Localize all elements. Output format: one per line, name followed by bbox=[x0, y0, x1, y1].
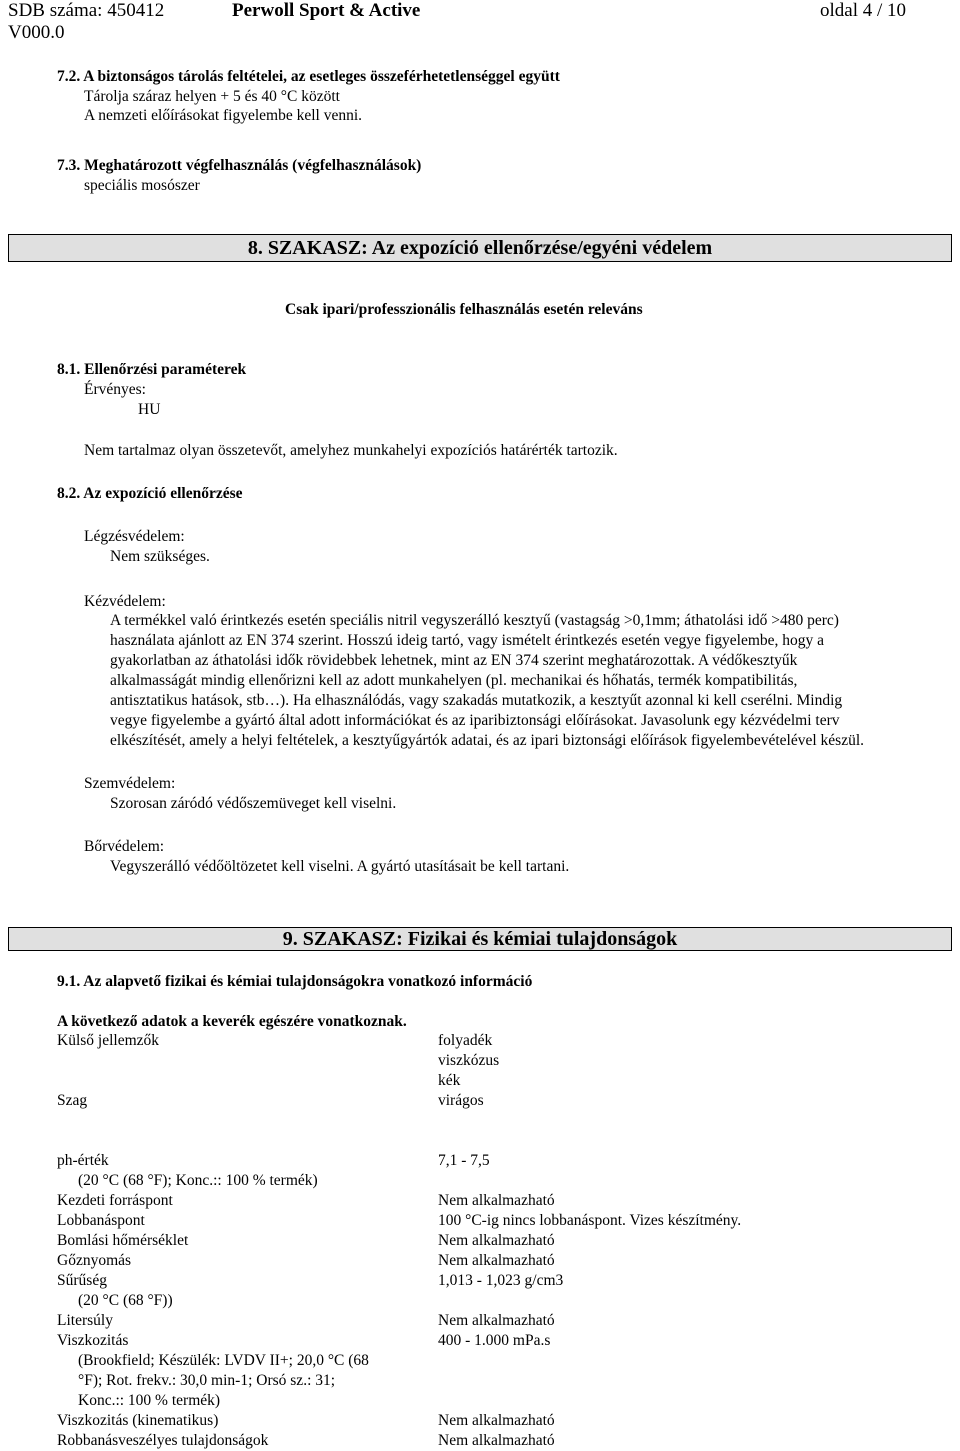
storage-regulations: A nemzeti előírásokat figyelembe kell venni. bbox=[84, 107, 363, 124]
product-name: Perwoll Sport & Active bbox=[232, 0, 421, 21]
respiratory-label: Légzésvédelem: bbox=[84, 528, 185, 545]
property-label: Sűrűség bbox=[57, 1272, 107, 1289]
property-value: 100 °C-ig nincs lobbanáspont. Vizes készítmény. bbox=[438, 1212, 742, 1229]
section-7-3-title: 7.3. Meghatározott végfelhasználás (végfelhasználások) bbox=[57, 157, 422, 174]
skin-protection-label: Bőrvédelem: bbox=[84, 838, 165, 855]
hand-protection-label: Kézvédelem: bbox=[84, 593, 166, 610]
hand-protection-text bbox=[110, 611, 955, 751]
skin-protection-value: Vegyszerálló védőöltözetet kell viselni. A gyártó utasításait be kell tartani. bbox=[110, 858, 570, 875]
property-label: Bomlási hőmérséklet bbox=[57, 1232, 189, 1249]
hand-line: gyakorlatban az áthatolási idők rövidebbek lehetnek, mint az EN 374 szerint meghatározottak. A védőkesztyűk bbox=[110, 652, 798, 669]
section-8-subtitle: Csak ipari/professzionális felhasználás esetén releváns bbox=[285, 301, 643, 318]
property-value: kék bbox=[438, 1072, 461, 1089]
property-label: (Brookfield; Készülék: LVDV II+; 20,0 °C (68 bbox=[78, 1352, 369, 1369]
valid-label: Érvényes: bbox=[84, 381, 146, 398]
section-9-1-title: 9.1. Az alapvető fizikai és kémiai tulajdonságokra vonatkozó információ bbox=[57, 973, 533, 990]
property-label: Külső jellemzők bbox=[57, 1032, 160, 1049]
property-label: Litersúly bbox=[57, 1312, 113, 1329]
hand-line: A termékkel való érintkezés esetén speciális nitril vegyszerálló kesztyű (vastagság >0,1mm; áthatolási idő >480 perc) bbox=[110, 612, 839, 629]
eye-protection-label: Szemvédelem: bbox=[84, 775, 176, 792]
hand-line: alkalmasságát mindig ellenőrizni kell az adott munkahelyen (pl. mechanikai és hőhatás, termék kompatibilitás, bbox=[110, 672, 798, 689]
property-label: Lobbanáspont bbox=[57, 1212, 145, 1229]
section-8-banner: 8. SZAKASZ: Az expozíció ellenőrzése/egyéni védelem bbox=[8, 234, 952, 262]
property-value: Nem alkalmazható bbox=[438, 1232, 555, 1249]
property-label: Szag bbox=[57, 1092, 88, 1109]
section-8-1-title: 8.1. Ellenőrzési paraméterek bbox=[57, 361, 247, 378]
eye-protection-value: Szorosan záródó védőszemüveget kell viselni. bbox=[110, 795, 397, 812]
hand-line: vegye figyelembe a gyártó által adott információkat és az iparibiztonsági előírásokat. Javasolunk egy kézvédelmi terv bbox=[110, 712, 840, 729]
page-number: oldal 4 / 10 bbox=[820, 0, 907, 21]
valid-country: HU bbox=[138, 401, 161, 418]
no-exposure-limit: Nem tartalmaz olyan összetevőt, amelyhez munkahelyi expozíciós határérték tartozik. bbox=[84, 442, 618, 459]
property-label: ph-érték bbox=[57, 1152, 109, 1169]
hand-line: használata ajánlott az EN 374 szerint. Hosszú ideig tartó, vagy ismételt érintkezés esetén vegye figyelembe, hogy a bbox=[110, 632, 825, 649]
property-value: Nem alkalmazható bbox=[438, 1252, 555, 1269]
property-label: Viszkozitás bbox=[57, 1332, 129, 1349]
hand-line: elkészítését, amely a helyi feltételek, a kesztyűgyártók adatai, és az ipari biztonsági előírások figyelembevételével készül. bbox=[110, 732, 865, 749]
property-label: Gőznyomás bbox=[57, 1252, 132, 1269]
property-label: Viszkozitás (kinematikus) bbox=[57, 1412, 219, 1429]
property-value: Nem alkalmazható bbox=[438, 1192, 555, 1209]
sdb-number: SDB száma: 450412 bbox=[8, 0, 165, 21]
section-8-2-title: 8.2. Az expozíció ellenőrzése bbox=[57, 485, 243, 502]
property-value: folyadék bbox=[438, 1032, 493, 1049]
hand-line: antisztatikus hatások, stb…). Ha elhasználódás, vagy szakadás mutatkozik, a kesztyűt azonnal ki kell cserélni. Mindig bbox=[110, 692, 843, 709]
property-label: Konc.:: 100 % termék) bbox=[78, 1392, 221, 1409]
property-label: (20 °C (68 °F)) bbox=[78, 1292, 173, 1309]
data-intro: A következő adatok a keverék egészére vonatkoznak. bbox=[57, 1013, 407, 1030]
property-value: virágos bbox=[438, 1092, 484, 1109]
property-value: viszkózus bbox=[438, 1052, 500, 1069]
property-value: 1,013 - 1,023 g/cm3 bbox=[438, 1272, 564, 1289]
property-label: °F); Rot. frekv.: 30,0 min-1; Orsó sz.: 31; bbox=[78, 1372, 336, 1389]
property-value: 7,1 - 7,5 bbox=[438, 1152, 490, 1169]
property-value: Nem alkalmazható bbox=[438, 1432, 555, 1449]
property-value: Nem alkalmazható bbox=[438, 1312, 555, 1329]
property-label: Robbanásveszélyes tulajdonságok bbox=[57, 1432, 269, 1449]
end-use: speciális mosószer bbox=[84, 177, 200, 194]
property-label: Kezdeti forráspont bbox=[57, 1192, 173, 1209]
property-label: (20 °C (68 °F); Konc.:: 100 % termék) bbox=[78, 1172, 318, 1189]
version: V000.0 bbox=[8, 22, 65, 43]
property-value: Nem alkalmazható bbox=[438, 1412, 555, 1429]
storage-temp: Tárolja száraz helyen + 5 és 40 °C között bbox=[84, 88, 340, 105]
section-7-2-title: 7.2. A biztonságos tárolás feltételei, az esetleges összeférhetetlenséggel együtt bbox=[57, 68, 560, 85]
respiratory-value: Nem szükséges. bbox=[110, 548, 210, 565]
property-value: 400 - 1.000 mPa.s bbox=[438, 1332, 551, 1349]
section-9-banner: 9. SZAKASZ: Fizikai és kémiai tulajdonságok bbox=[8, 927, 952, 951]
